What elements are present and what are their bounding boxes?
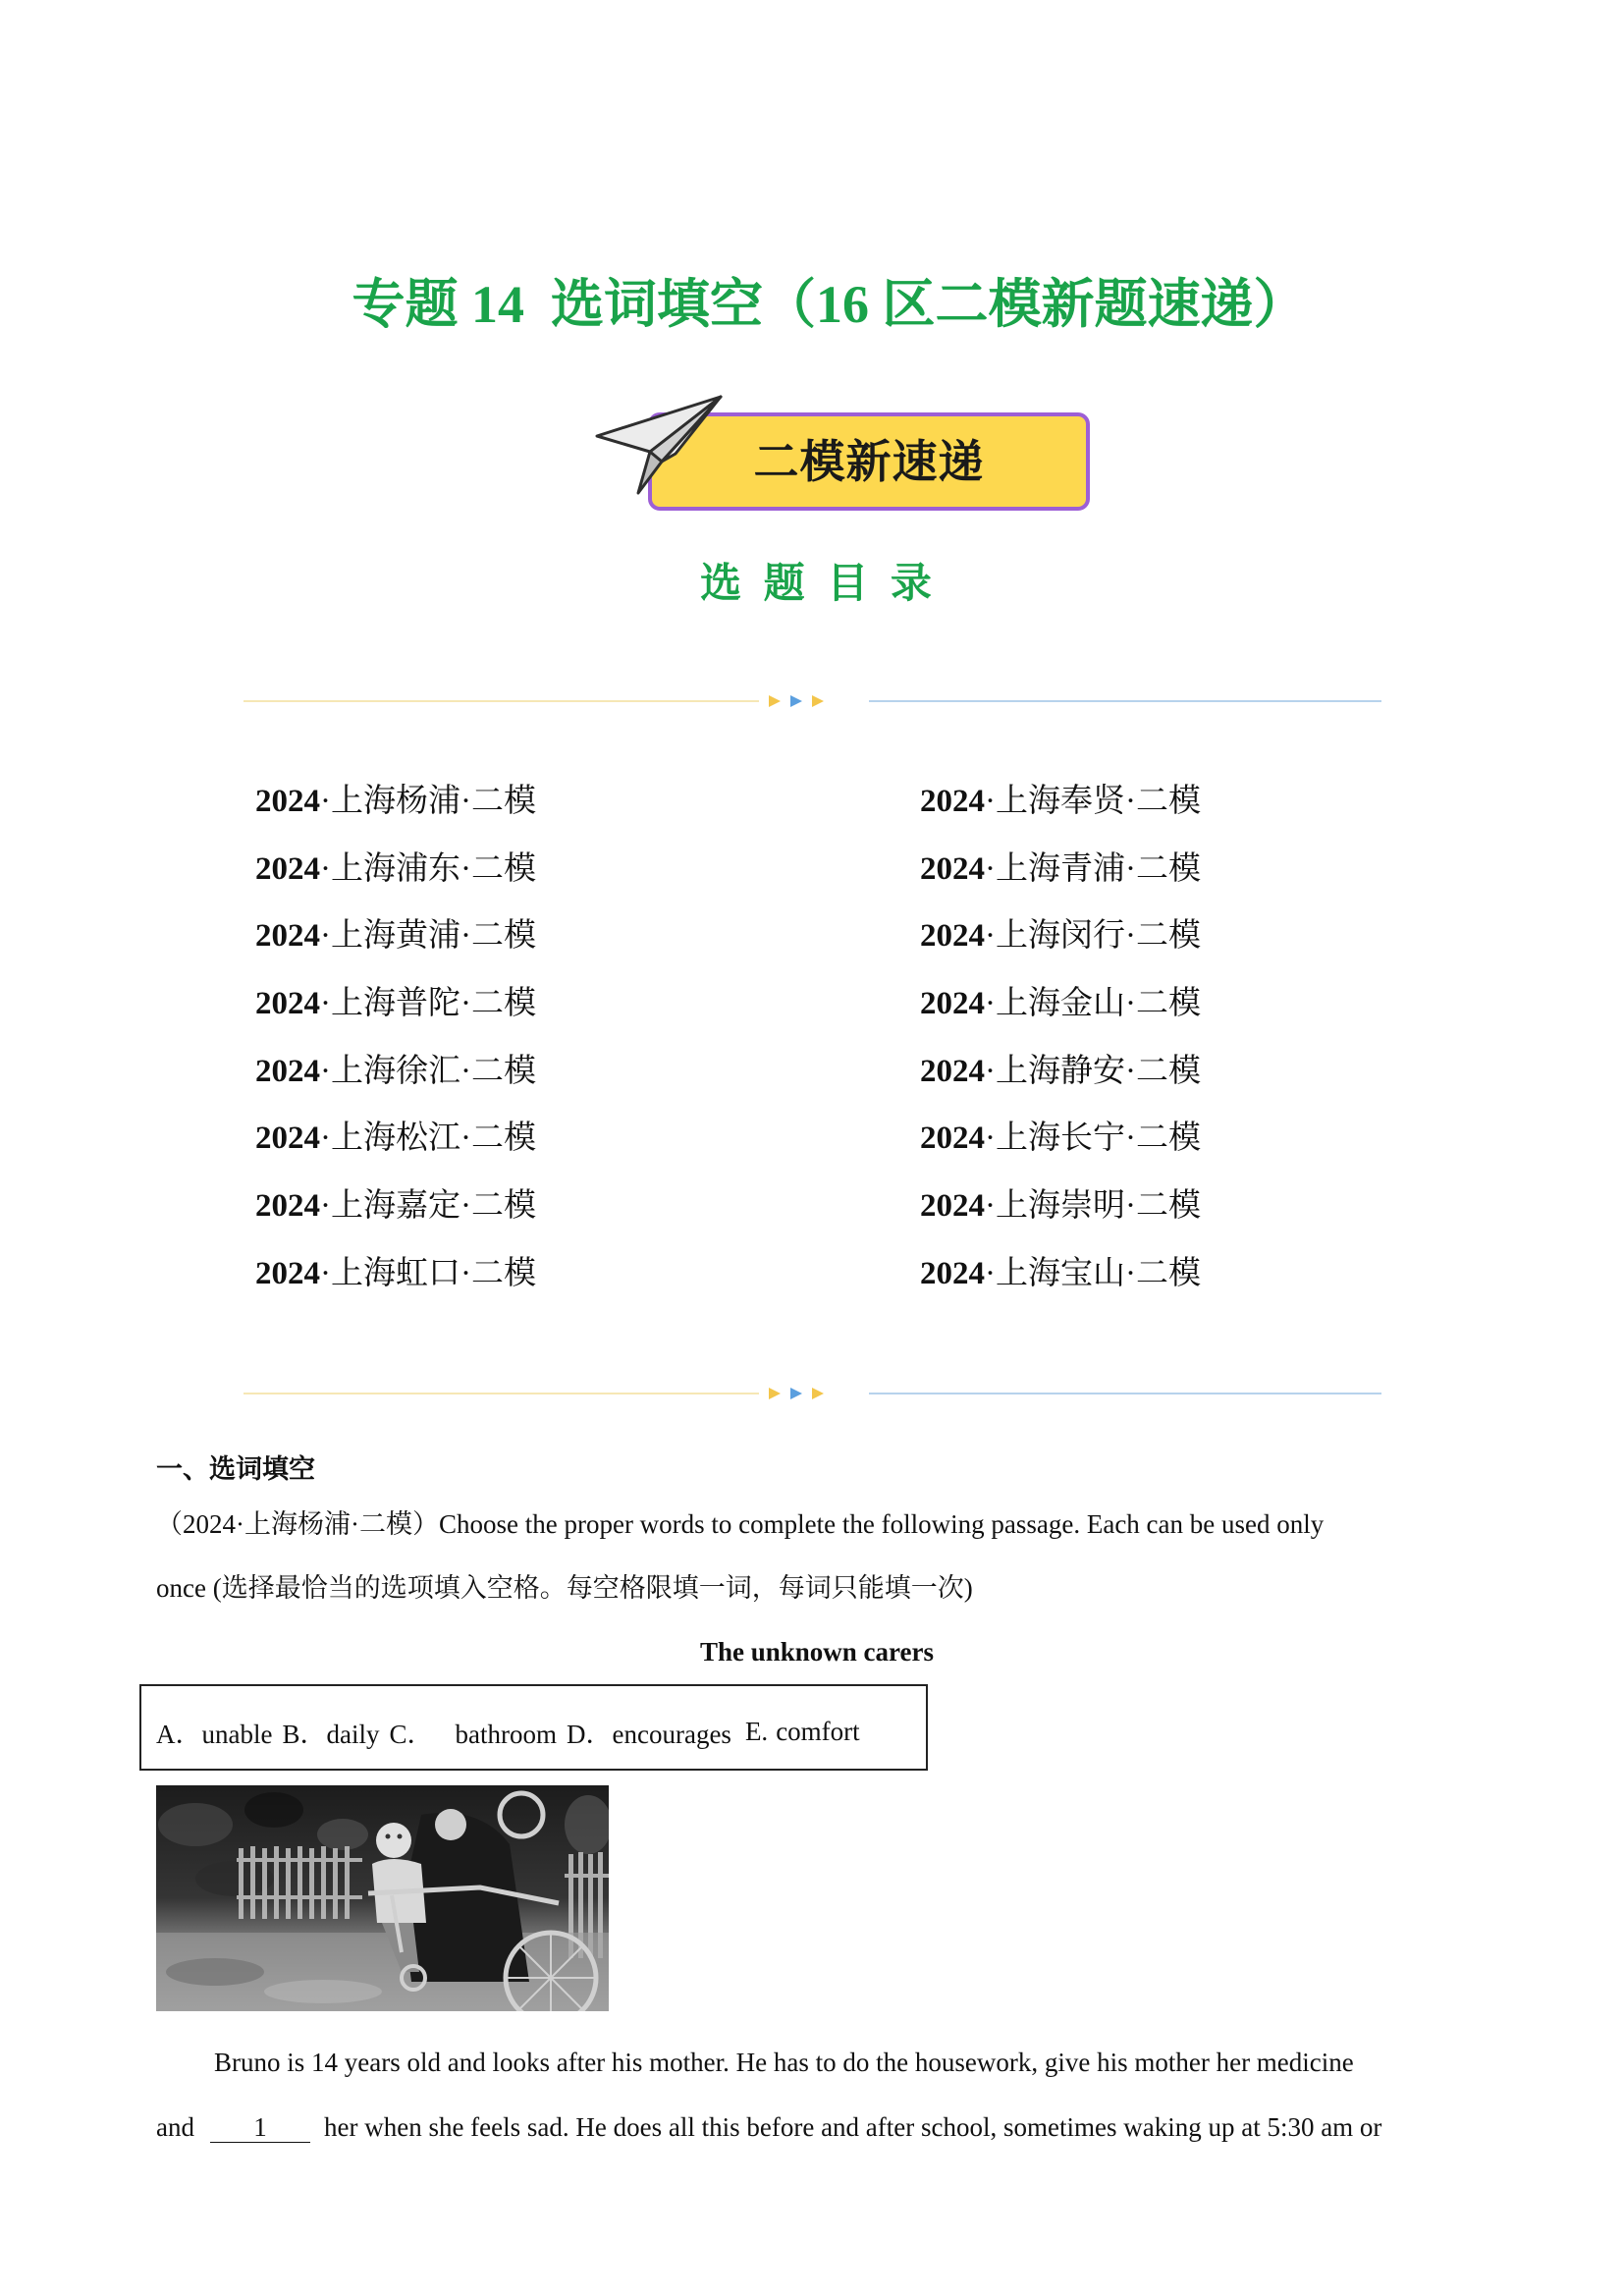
option-label: D．: [567, 1719, 613, 1749]
option-e: [745, 1717, 860, 1747]
toc-year: 2024: [920, 1053, 985, 1089]
option-label: C．: [389, 1719, 434, 1749]
toc-place: ·上海金山·二模: [985, 986, 1201, 1022]
toc-item: [255, 1052, 536, 1120]
passage-photo: [156, 1785, 609, 2011]
divider-line-left: [243, 1393, 759, 1394]
toc-year: 2024: [920, 918, 985, 955]
instruction-line-2: once (选择最恰当的选项填入空格。每空格限填一词，每词只能填一次): [156, 1573, 973, 1603]
toc-item: [920, 1052, 1201, 1120]
toc-place: ·上海静安·二模: [985, 1053, 1201, 1089]
toc-item: [920, 1186, 1201, 1254]
arrow-icon: [790, 695, 802, 707]
toc-item: [920, 916, 1201, 984]
toc-place: ·上海嘉定·二模: [320, 1188, 536, 1225]
passage-line-2: [156, 2109, 1381, 2145]
toc-place: ·上海崇明·二模: [985, 1188, 1201, 1225]
passage-line-1: Bruno is 14 years old and looks after his mother. He has to do the housework, give his mother her medicine: [214, 2048, 1354, 2077]
toc-item: [920, 984, 1201, 1052]
toc-place: ·上海杨浦·二模: [320, 784, 536, 819]
toc-place: ·上海松江·二模: [320, 1121, 536, 1157]
toc-year: 2024: [255, 1188, 320, 1225]
option-b: [282, 1713, 379, 1751]
divider-line-left: [243, 700, 759, 702]
toc-year: 2024: [255, 1121, 320, 1157]
option-label: B．: [282, 1719, 327, 1749]
toc-year: 2024: [920, 1188, 985, 1225]
toc-year: 2024: [920, 1121, 985, 1157]
toc-year: 2024: [255, 784, 320, 819]
toc-item: [255, 849, 536, 917]
passage-text: and: [156, 2112, 194, 2142]
toc-year: 2024: [255, 986, 320, 1022]
option-word: comfort: [776, 1716, 860, 1746]
toc-year: 2024: [920, 784, 985, 819]
toc-item: [920, 1254, 1201, 1322]
option-c: [390, 1713, 558, 1751]
arrow-icon: [769, 695, 781, 707]
toc-item: [920, 849, 1201, 917]
divider-line-right: [869, 1393, 1381, 1394]
banner-label: 二模新速递: [648, 412, 1090, 511]
toc-year: 2024: [920, 986, 985, 1022]
toc-item: [255, 782, 536, 849]
passage-title: The unknown carers: [699, 1637, 935, 1667]
toc-place: ·上海徐汇·二模: [320, 1053, 536, 1089]
toc-place: ·上海浦东·二模: [320, 850, 536, 887]
toc-place: ·上海黄浦·二模: [320, 918, 536, 955]
toc-place: ·上海普陀·二模: [320, 986, 536, 1022]
option-a: [156, 1713, 272, 1751]
toc-item: [920, 1119, 1201, 1186]
arrow-icon: [769, 1388, 781, 1399]
toc-year: 2024: [255, 850, 320, 887]
option-label: A．: [156, 1719, 202, 1749]
instruction-line-1: [156, 1506, 1324, 1542]
toc-place: ·上海奉贤·二模: [985, 784, 1201, 819]
divider-bottom: [0, 1387, 1623, 1400]
toc-item: [255, 916, 536, 984]
blank-1: 1: [210, 2112, 310, 2143]
toc-year: 2024: [255, 1053, 320, 1089]
toc-place: ·上海宝山·二模: [985, 1255, 1201, 1291]
option-word: encourages: [612, 1719, 731, 1749]
toc-place: ·上海长宁·二模: [985, 1121, 1201, 1157]
toc-item: [255, 1254, 536, 1322]
toc-place: ·上海闵行·二模: [985, 918, 1201, 955]
divider-top: [0, 694, 1623, 708]
document-title: 专题 14 选词填空（16 区二模新题速递）: [352, 275, 1307, 334]
word-options-box: [139, 1684, 928, 1771]
toc-year: 2024: [920, 850, 985, 887]
option-word: unable: [201, 1719, 273, 1749]
arrow-icon: [790, 1388, 802, 1399]
toc-item: [255, 1186, 536, 1254]
instruction-text: Choose the proper words to complete the following passage. Each can be used only: [438, 1509, 1325, 1539]
toc-column-left: [255, 782, 536, 1322]
arrow-icon: [812, 1388, 824, 1399]
arrow-icon: [812, 695, 824, 707]
section-heading: 一、选词填空: [156, 1454, 315, 1484]
question-source: （2024·上海杨浦·二模）: [156, 1509, 439, 1539]
option-word: daily: [326, 1719, 380, 1749]
divider-line-right: [869, 700, 1381, 702]
paper-plane-icon: [593, 393, 725, 497]
toc-place: ·上海青浦·二模: [985, 850, 1201, 887]
toc-item: [920, 782, 1201, 849]
option-word: bathroom: [455, 1719, 557, 1749]
passage-text: her when she feels sad. He does all this before and after school, sometimes waking up at 5:30 am or: [323, 2112, 1382, 2142]
toc-item: [255, 984, 536, 1052]
photo-ground: [156, 1933, 609, 2011]
toc-item: [255, 1119, 536, 1186]
toc-place: ·上海虹口·二模: [320, 1255, 536, 1291]
option-label: E.: [744, 1716, 769, 1746]
toc-year: 2024: [255, 1255, 320, 1291]
option-d: [567, 1713, 731, 1751]
toc-column-right: [920, 782, 1201, 1322]
paper-plane-shape: [597, 397, 721, 493]
toc-year: 2024: [255, 918, 320, 955]
toc-year: 2024: [920, 1255, 985, 1291]
toc-heading: 选 题 目 录: [700, 559, 936, 607]
